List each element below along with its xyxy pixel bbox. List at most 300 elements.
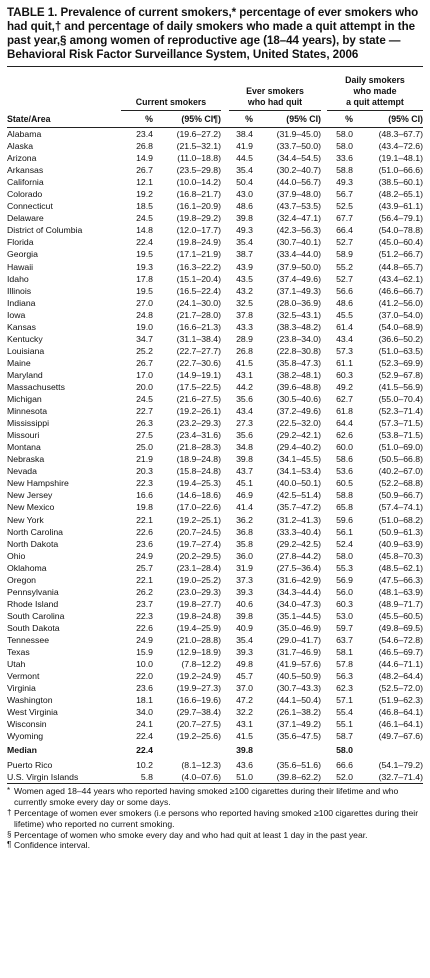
cell-quit-ci: (29.0–41.7) — [276, 634, 321, 645]
cell-current-pct: 22.7 — [136, 406, 153, 417]
cell-quit-ci: (37.2–49.6) — [276, 406, 321, 417]
cell-attempt-pct: 62.7 — [336, 394, 353, 405]
cell-current-ci: (17.0–22.6) — [176, 502, 221, 513]
cell-attempt-pct: 61.1 — [336, 357, 353, 368]
cell-quit-ci: (38.2–48.1) — [276, 369, 321, 380]
footnote-symbol: ¶ — [7, 840, 12, 850]
cell-current-pct: 19.8 — [136, 502, 153, 513]
cell-attempt-ci: (36.6–50.2) — [378, 333, 423, 344]
cell-attempt-pct: 61.8 — [336, 406, 353, 417]
cell-attempt-ci: (46.1–64.1) — [378, 719, 423, 730]
table-row — [7, 224, 423, 236]
cell-quit-ci: (40.0–50.1) — [276, 478, 321, 489]
cell-current-pct: 19.0 — [136, 321, 153, 332]
cell-current-pct: 25.7 — [136, 562, 153, 573]
cell-attempt-pct: 58.8 — [336, 490, 353, 501]
cell-current-pct: 22.3 — [136, 478, 153, 489]
table-row — [7, 477, 423, 489]
cell-quit-pct: 43.1 — [236, 369, 253, 380]
footnote-text: Women aged 18–44 years who reported having smoked ≥100 cigarettes during their lifetime and who currently smoke every day or some days. — [14, 786, 399, 808]
cell-attempt-ci: (44.8–65.7) — [378, 261, 423, 272]
table-row — [7, 465, 423, 477]
cell-state: Michigan — [7, 394, 42, 405]
cell-quit-pct: 40.6 — [236, 598, 253, 609]
cell-attempt-ci: (49.8–69.5) — [378, 622, 423, 633]
cell-quit-ci — [253, 742, 321, 759]
table-row — [7, 550, 423, 562]
table-row — [7, 176, 423, 188]
header-daily-smokers-line1: Daily smokers — [345, 75, 405, 85]
state-rows — [7, 128, 423, 742]
cell-current-pct: 27.5 — [136, 430, 153, 441]
cell-quit-pct: 46.9 — [236, 490, 253, 501]
cell-current-pct: 22.1 — [136, 514, 153, 525]
cell-quit-ci: (37.4–49.6) — [276, 273, 321, 284]
cell-attempt-ci: (40.9–63.9) — [378, 538, 423, 549]
cell-current-pct: 26.7 — [136, 165, 153, 176]
cell-state: South Carolina — [7, 610, 65, 621]
table-row — [7, 417, 423, 429]
cell-quit-pct: 27.3 — [236, 418, 253, 429]
cell-current-ci: (4.0–07.6) — [181, 772, 221, 783]
cell-attempt-pct: 53.6 — [336, 466, 353, 477]
table-row — [7, 212, 423, 224]
cell-attempt-ci: (41.2–56.0) — [378, 297, 423, 308]
cell-current-pct: 15.9 — [136, 647, 153, 658]
table-row — [7, 261, 423, 273]
cell-quit-ci: (34.3–44.4) — [276, 586, 321, 597]
cell-current-pct: 20.3 — [136, 466, 153, 477]
cell-attempt-pct: 58.0 — [336, 550, 353, 561]
table-row — [7, 538, 423, 550]
cell-quit-ci: (34.1–45.5) — [276, 454, 321, 465]
cell-current-pct: 26.7 — [136, 357, 153, 368]
table-row — [7, 321, 423, 333]
footnote-text: Percentage of women ever smokers (i.e persons who reported having smoked ≥100 cigarettes during their lifetime) who reported no current smoking. — [14, 808, 419, 829]
cell-current-pct: 26.3 — [136, 418, 153, 429]
cell-attempt-ci: (52.3–69.9) — [378, 357, 423, 368]
cell-attempt-pct: 60.5 — [336, 478, 353, 489]
cell-current-pct: 10.2 — [136, 760, 153, 771]
cell-current-ci: (16.8–21.7) — [176, 189, 221, 200]
cell-attempt-pct: 56.1 — [336, 526, 353, 537]
cell-state: New Mexico — [7, 502, 55, 513]
footnote — [7, 830, 423, 841]
table-row — [7, 393, 423, 405]
cell-quit-pct: 43.1 — [236, 719, 253, 730]
footnotes — [7, 786, 423, 851]
cell-attempt-pct: 65.8 — [336, 502, 353, 513]
cell-quit-pct: 39.8 — [236, 745, 253, 756]
cell-attempt-pct: 33.6 — [336, 153, 353, 164]
cell-attempt-pct: 49.2 — [336, 381, 353, 392]
cell-attempt-pct: 58.9 — [336, 249, 353, 260]
cell-current-ci: (19.9–27.3) — [176, 683, 221, 694]
cell-attempt-ci: (43.4–62.1) — [378, 273, 423, 284]
cell-state: Wyoming — [7, 731, 44, 742]
cell-quit-ci: (35.7–47.2) — [276, 502, 321, 513]
cell-state: Nevada — [7, 466, 37, 477]
table-row — [7, 453, 423, 465]
cell-attempt-pct: 58.0 — [336, 141, 353, 152]
cell-state: Puerto Rico — [7, 760, 53, 771]
footnote-text: Percentage of women who smoke every day and who had quit at least 1 day in the past year. — [14, 829, 368, 840]
cell-state: Oklahoma — [7, 562, 47, 573]
cell-attempt-pct: 64.4 — [336, 418, 353, 429]
cell-attempt-ci: (45.0–60.4) — [378, 237, 423, 248]
table-row — [7, 345, 423, 357]
cell-attempt-pct: 49.3 — [336, 177, 353, 188]
cell-state: Tennessee — [7, 634, 50, 645]
cell-quit-ci: (31.2–41.3) — [276, 514, 321, 525]
cell-attempt-ci: (54.6–72.8) — [378, 634, 423, 645]
cell-attempt-ci: (51.2–66.7) — [378, 249, 423, 260]
cell-attempt-ci: (46.5–69.7) — [378, 647, 423, 658]
cell-quit-pct: 32.2 — [236, 707, 253, 718]
cell-current-ci: (14.9–19.1) — [176, 369, 221, 380]
cell-state: New Hampshire — [7, 478, 69, 489]
cell-quit-pct: 45.7 — [236, 671, 253, 682]
cell-attempt-ci: (50.9–61.3) — [378, 526, 423, 537]
cell-state: Indiana — [7, 297, 36, 308]
cell-state: Arizona — [7, 153, 37, 164]
table-row — [7, 610, 423, 622]
cell-attempt-pct: 58.1 — [336, 647, 353, 658]
cell-current-pct: 24.5 — [136, 394, 153, 405]
cell-current-pct: 25.0 — [136, 442, 153, 453]
cell-quit-pct: 48.6 — [236, 201, 253, 212]
cell-attempt-pct: 62.6 — [336, 430, 353, 441]
cell-current-pct: 22.6 — [136, 526, 153, 537]
cell-quit-ci: (44.0–56.7) — [276, 177, 321, 188]
cell-attempt-ci: (51.0–69.0) — [378, 442, 423, 453]
cell-state: Mississippi — [7, 418, 49, 429]
cell-current-ci: (21.6–27.5) — [176, 394, 221, 405]
cell-state: Wisconsin — [7, 719, 47, 730]
cell-attempt-pct: 61.4 — [336, 321, 353, 332]
cell-quit-ci: (33.7–50.0) — [276, 141, 321, 152]
cell-quit-pct: 26.8 — [236, 345, 253, 356]
cell-attempt-ci: (48.3–67.7) — [378, 129, 423, 139]
cell-state: Washington — [7, 695, 53, 706]
cell-quit-pct: 43.6 — [236, 760, 253, 771]
cell-state: New Jersey — [7, 490, 53, 501]
cell-state: Utah — [7, 659, 26, 670]
cell-state: Nebraska — [7, 454, 45, 465]
cell-state: New York — [7, 514, 44, 525]
cell-quit-ci: (31.6–42.9) — [276, 574, 321, 585]
cell-quit-ci: (32.5–43.1) — [276, 309, 321, 320]
cell-quit-pct: 36.0 — [236, 550, 253, 561]
cell-current-pct: 14.8 — [136, 225, 153, 236]
cell-attempt-ci: (51.0–66.6) — [378, 165, 423, 176]
cell-state: Georgia — [7, 249, 38, 260]
header-column-row — [7, 111, 423, 127]
table-row — [7, 297, 423, 309]
cell-attempt-ci: (37.0–54.0) — [378, 309, 423, 320]
table-row — [7, 429, 423, 441]
cell-attempt-ci: (50.9–66.7) — [378, 490, 423, 501]
cell-current-ci: (20.2–29.5) — [176, 550, 221, 561]
cell-current-ci: (17.1–21.9) — [176, 249, 221, 260]
table-row — [7, 369, 423, 381]
bottom-rule — [7, 783, 423, 784]
cell-current-ci: (19.0–25.2) — [176, 574, 221, 585]
cell-current-ci: (14.6–18.6) — [176, 490, 221, 501]
cell-current-ci: (15.1–20.4) — [176, 273, 221, 284]
cell-current-pct: 19.2 — [136, 189, 153, 200]
cell-attempt-pct: 57.8 — [336, 659, 353, 670]
cell-current-pct: 22.6 — [136, 622, 153, 633]
cell-attempt-pct: 56.6 — [336, 285, 353, 296]
cell-state: North Dakota — [7, 538, 59, 549]
cell-current-pct: 34.7 — [136, 333, 153, 344]
cell-quit-ci: (34.1–53.4) — [276, 466, 321, 477]
cell-current-pct: 23.4 — [136, 129, 153, 139]
cell-quit-ci: (32.4–47.1) — [276, 213, 321, 224]
cell-current-ci: (19.4–25.3) — [176, 478, 221, 489]
table-row — [7, 285, 423, 297]
table-row — [7, 658, 423, 670]
footnote-text: Confidence interval. — [14, 840, 90, 851]
table-title: TABLE 1. Prevalence of current smokers,* percentage of ever smokers who had quit,† and percentage of daily smokers who made a quit attempt in the past year,§ among women of reproductive age (18–44 years), by state — Behavioral Risk Factor Surveillance System, United States, 2006 — [7, 6, 422, 61]
cell-quit-pct: 39.8 — [236, 454, 253, 465]
table-row — [7, 248, 423, 260]
table-row — [7, 622, 423, 634]
cell-quit-ci: (35.1–44.5) — [276, 610, 321, 621]
table-row — [7, 128, 423, 140]
cell-attempt-pct: 52.0 — [336, 772, 353, 783]
header-current-smokers: Current smokers — [121, 97, 221, 111]
cell-current-ci: (19.8–24.9) — [176, 237, 221, 248]
cell-attempt-ci: (46.8–64.1) — [378, 707, 423, 718]
cell-state: Texas — [7, 647, 30, 658]
cell-attempt-ci: (45.8–70.3) — [378, 550, 423, 561]
cell-current-pct: 23.7 — [136, 598, 153, 609]
table-row — [7, 441, 423, 453]
cell-attempt-ci: (47.5–66.3) — [378, 574, 423, 585]
cell-quit-pct: 50.4 — [236, 177, 253, 188]
cell-state: Ohio — [7, 550, 26, 561]
median-row — [7, 742, 423, 759]
cell-state: Montana — [7, 442, 41, 453]
cell-state: Missouri — [7, 430, 40, 441]
cell-current-ci: (15.8–24.8) — [176, 466, 221, 477]
cell-current-ci: (20.7–24.5) — [176, 526, 221, 537]
cell-attempt-pct: 52.7 — [336, 237, 353, 248]
cell-current-ci: (29.7–38.4) — [176, 707, 221, 718]
cell-current-pct: 24.9 — [136, 634, 153, 645]
cell-attempt-ci: (38.5–60.1) — [378, 177, 423, 188]
footnote-symbol: * — [7, 786, 11, 796]
header-ever-smokers-line1: Ever smokers — [246, 86, 304, 96]
cell-attempt-pct: 66.4 — [336, 225, 353, 236]
table-row — [7, 514, 423, 526]
cell-current-ci: (19.2–25.1) — [176, 514, 221, 525]
cell-attempt-pct: 60.0 — [336, 442, 353, 453]
cell-attempt-ci: (52.3–71.4) — [378, 406, 423, 417]
cell-quit-pct: 31.9 — [236, 562, 253, 573]
cell-current-ci — [153, 742, 221, 759]
cell-attempt-pct: 59.6 — [336, 514, 353, 525]
cell-attempt-ci: (52.5–72.0) — [378, 683, 423, 694]
cell-attempt-pct: 60.3 — [336, 598, 353, 609]
cell-current-pct: 22.4 — [136, 237, 153, 248]
cell-current-pct: 24.9 — [136, 550, 153, 561]
table-row — [7, 405, 423, 417]
cell-current-ci: (19.7–27.4) — [176, 538, 221, 549]
table-row — [7, 646, 423, 658]
cell-current-ci: (16.3–22.2) — [176, 261, 221, 272]
cell-current-ci: (17.5–22.5) — [176, 381, 221, 392]
cell-current-ci: (19.4–25.9) — [176, 622, 221, 633]
cell-current-pct: 17.8 — [136, 273, 153, 284]
cell-quit-ci: (43.7–53.5) — [276, 201, 321, 212]
cell-current-pct: 22.1 — [136, 574, 153, 585]
cell-current-pct: 26.8 — [136, 141, 153, 152]
cell-state: Kansas — [7, 321, 36, 332]
cell-quit-pct: 37.3 — [236, 574, 253, 585]
cell-attempt-pct: 56.0 — [336, 586, 353, 597]
cell-attempt-pct: 58.7 — [336, 731, 353, 742]
cell-quit-pct: 51.0 — [236, 772, 253, 783]
cell-attempt-pct: 55.3 — [336, 562, 353, 573]
cell-current-pct: 19.5 — [136, 249, 153, 260]
cell-quit-pct: 43.3 — [236, 321, 253, 332]
cell-quit-pct: 39.3 — [236, 647, 253, 658]
cell-attempt-ci: (41.5–56.9) — [378, 381, 423, 392]
cell-quit-pct: 36.2 — [236, 514, 253, 525]
cell-attempt-ci: (51.0–63.5) — [378, 345, 423, 356]
cell-current-ci: (19.8–24.8) — [176, 610, 221, 621]
cell-quit-pct: 35.4 — [236, 634, 253, 645]
cell-current-pct: 22.3 — [136, 610, 153, 621]
header-daily-smokers-line2: who made — [353, 86, 397, 96]
cell-state: Massachusetts — [7, 381, 65, 392]
table-row — [7, 188, 423, 200]
cell-state: South Dakota — [7, 622, 60, 633]
cell-quit-pct: 32.5 — [236, 297, 253, 308]
cell-current-pct: 26.2 — [136, 586, 153, 597]
cell-current-pct: 23.6 — [136, 538, 153, 549]
cell-quit-ci: (35.6–51.6) — [276, 760, 321, 771]
cell-quit-ci: (35.0–46.9) — [276, 622, 321, 633]
cell-current-ci: (16.5–22.4) — [176, 285, 221, 296]
cell-quit-ci: (29.2–42.1) — [276, 430, 321, 441]
table-row — [7, 381, 423, 393]
data-table — [7, 128, 423, 783]
cell-attempt-ci: (57.3–71.5) — [378, 418, 423, 429]
cell-current-ci: (19.6–27.2) — [176, 129, 221, 139]
cell-current-ci: (20.7–27.5) — [176, 719, 221, 730]
cell-state: Alaska — [7, 141, 34, 152]
cell-current-ci: (10.0–14.2) — [176, 177, 221, 188]
cell-state: Maryland — [7, 369, 43, 380]
cell-quit-pct: 43.7 — [236, 466, 253, 477]
cell-state: Virginia — [7, 683, 36, 694]
cell-current-pct: 5.8 — [140, 772, 153, 783]
cell-quit-ci: (30.7–43.3) — [276, 683, 321, 694]
cell-quit-pct: 37.8 — [236, 309, 253, 320]
cell-quit-pct: 36.8 — [236, 526, 253, 537]
table-row — [7, 730, 423, 742]
cell-quit-ci: (41.9–57.6) — [276, 659, 321, 670]
cell-attempt-ci: (53.8–71.5) — [378, 430, 423, 441]
cell-current-pct: 18.1 — [136, 695, 153, 706]
col-ci-2: (95% CI) — [286, 114, 321, 124]
cell-attempt-ci: (43.4–72.6) — [378, 141, 423, 152]
cell-current-ci: (23.4–31.6) — [176, 430, 221, 441]
cell-current-ci: (23.5–29.8) — [176, 165, 221, 176]
cell-quit-ci: (22.8–30.8) — [276, 345, 321, 356]
cell-state: Hawaii — [7, 261, 34, 272]
cell-attempt-pct: 58.0 — [336, 129, 353, 139]
header-daily-smokers-line3: a quit attempt — [327, 97, 423, 111]
cell-quit-pct: 44.5 — [236, 153, 253, 164]
cell-state: Median — [7, 745, 37, 756]
cell-quit-ci: (27.8–44.2) — [276, 550, 321, 561]
cell-state: Rhode Island — [7, 598, 59, 609]
cell-current-ci: (19.2–26.1) — [176, 406, 221, 417]
cell-state: California — [7, 177, 44, 188]
cell-attempt-pct: 62.3 — [336, 683, 353, 694]
col-ci-3: (95% CI) — [388, 114, 423, 124]
table-row — [7, 670, 423, 682]
cell-current-pct: 22.4 — [136, 745, 153, 756]
cell-quit-pct: 39.8 — [236, 213, 253, 224]
cell-attempt-ci: (52.9–67.8) — [378, 369, 423, 380]
cell-current-ci: (21.7–28.0) — [176, 309, 221, 320]
cell-quit-pct: 38.4 — [236, 129, 253, 139]
cell-current-pct: 25.2 — [136, 345, 153, 356]
cell-quit-pct: 39.3 — [236, 586, 253, 597]
cell-quit-pct: 28.9 — [236, 333, 253, 344]
cell-current-pct: 19.3 — [136, 261, 153, 272]
cell-current-ci: (21.8–28.3) — [176, 442, 221, 453]
cell-attempt-pct: 52.5 — [336, 201, 353, 212]
cell-quit-pct: 45.1 — [236, 478, 253, 489]
table-row — [7, 718, 423, 730]
cell-quit-ci: (34.4–54.5) — [276, 153, 321, 164]
cell-attempt-pct: 45.5 — [336, 309, 353, 320]
cell-attempt-ci: (54.1–79.2) — [378, 760, 423, 771]
cell-quit-ci: (39.6–48.8) — [276, 381, 321, 392]
cell-quit-ci: (28.0–36.9) — [276, 297, 321, 308]
cell-quit-pct: 35.6 — [236, 394, 253, 405]
cell-quit-ci: (34.0–47.3) — [276, 598, 321, 609]
cell-state: Idaho — [7, 273, 29, 284]
cell-attempt-pct: 58.8 — [336, 165, 353, 176]
cell-attempt-ci: (50.5–66.8) — [378, 454, 423, 465]
col-pct-1: % — [145, 114, 153, 124]
cell-state: Vermont — [7, 671, 40, 682]
col-pct-3: % — [345, 114, 353, 124]
cell-quit-ci: (37.1–49.2) — [276, 719, 321, 730]
table-row — [7, 501, 423, 513]
cell-quit-ci: (31.9–45.0) — [276, 129, 321, 139]
cell-current-ci: (7.8–12.2) — [181, 659, 221, 670]
table-row — [7, 164, 423, 176]
cell-state: Maine — [7, 357, 31, 368]
cell-quit-pct: 43.9 — [236, 261, 253, 272]
cell-current-pct: 17.0 — [136, 369, 153, 380]
cell-quit-ci: (37.9–50.0) — [276, 261, 321, 272]
header-group-row — [7, 67, 423, 111]
cell-attempt-ci: (54.0–78.8) — [378, 225, 423, 236]
cell-current-ci: (31.1–38.4) — [176, 333, 221, 344]
table-row — [7, 152, 423, 164]
cell-current-ci: (23.0–29.3) — [176, 586, 221, 597]
